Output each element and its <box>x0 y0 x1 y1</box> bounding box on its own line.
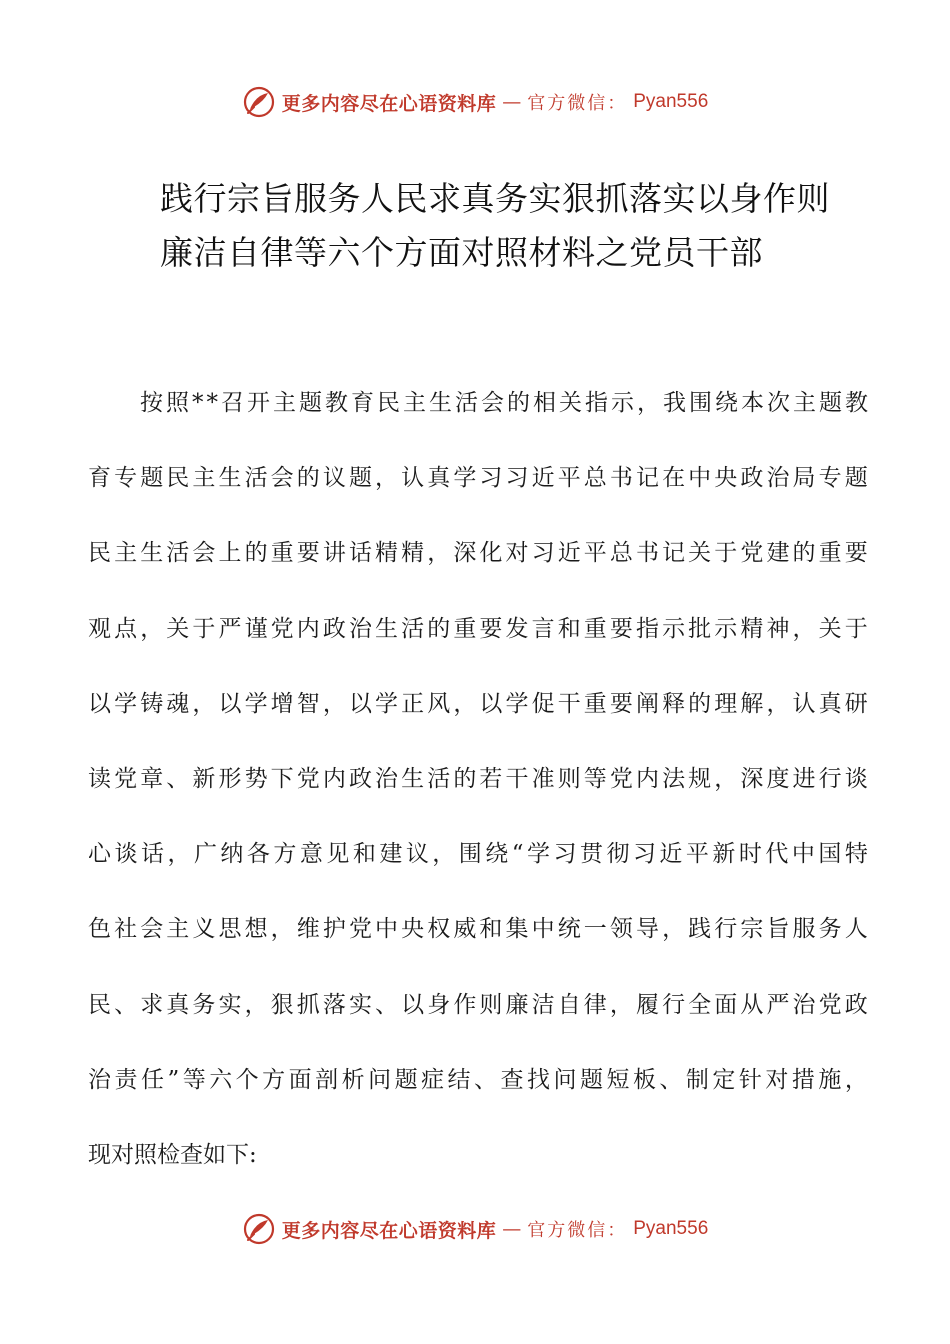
footer-banner <box>0 1207 950 1251</box>
banner-site-text: 更多内容尽在心语资料库 <box>281 1219 497 1242</box>
header-banner <box>0 80 950 124</box>
title-line-2: 廉洁自律等六个方面对照材料之党员干部 <box>160 233 763 272</box>
banner-dash: — <box>502 1218 522 1240</box>
body-line: 色 社 会 主 义 思 想 ， 维 护 党 中 央 权 威 和 集 中 统 一 领 导 ， 践 行 宗 旨 服 务 人 <box>88 916 868 943</box>
body-line: 现对照检查如下: <box>88 1142 257 1169</box>
body-line: 育 专 题 民 主 生 活 会 的 议 题 ， 认 真 学 习 习 近 平 总 书 记 在 中 央 政 治 局 专 题 <box>88 465 868 492</box>
banner-wechat-label: 官方微信： <box>527 93 628 114</box>
body-paragraph <box>88 366 868 1193</box>
body-line: 治 责 任 ” 等 六 个 方 面 剖 析 问 题 症 结 、 查 找 问 题 短 板 、 制 定 针 对 措 施 ， <box>88 1066 868 1093</box>
banner-site-text: 更多内容尽在心语资料库 <box>281 92 497 115</box>
body-line: 心 谈 话 ， 广 纳 各 方 意 见 和 建 议 ， 围 绕 “ 学 习 贯 彻 习 近 平 新 时 代 中 国 特 <box>88 841 868 868</box>
body-line: 观 点 ， 关 于 严 谨 党 内 政 治 生 活 的 重 要 发 言 和 重 要 指 示 批 示 精 神 ， 关 于 <box>88 615 868 642</box>
body-line: 以 学 铸 魂 ， 以 学 增 智 ， 以 学 正 风 ， 以 学 促 干 重 要 阐 释 的 理 解 ， 认 真 研 <box>88 690 868 717</box>
banner-wechat-id: Pyan556 <box>633 1218 709 1239</box>
body-line: 读 党 章 、 新 形 势 下 党 内 政 治 生 活 的 若 干 准 则 等 党 内 法 规 ， 深 度 进 行 谈 <box>88 766 868 793</box>
banner-wechat-label: 官方微信： <box>527 1220 628 1241</box>
pen-logo-icon <box>242 85 276 119</box>
body-line: 按 照 * * 召 开 主 题 教 育 民 主 生 活 会 的 相 关 指 示 ， 我 围 绕 本 次 主 题 教 <box>140 390 868 416</box>
document-title <box>160 172 880 280</box>
body-line: 民 主 生 活 会 上 的 重 要 讲 话 精 精 ， 深 化 对 习 近 平 总 书 记 关 于 党 建 的 重 要 <box>88 540 868 567</box>
banner-wechat-id: Pyan556 <box>633 91 709 112</box>
body-line: 民 、 求 真 务 实 ， 狠 抓 落 实 、 以 身 作 则 廉 洁 自 律 ， 履 行 全 面 从 严 治 党 政 <box>88 991 868 1018</box>
title-line-1: 践行宗旨服务人民求真务实狠抓落实以身作则 <box>160 179 830 218</box>
pen-logo-icon <box>242 1212 276 1246</box>
banner-dash: — <box>502 91 522 113</box>
